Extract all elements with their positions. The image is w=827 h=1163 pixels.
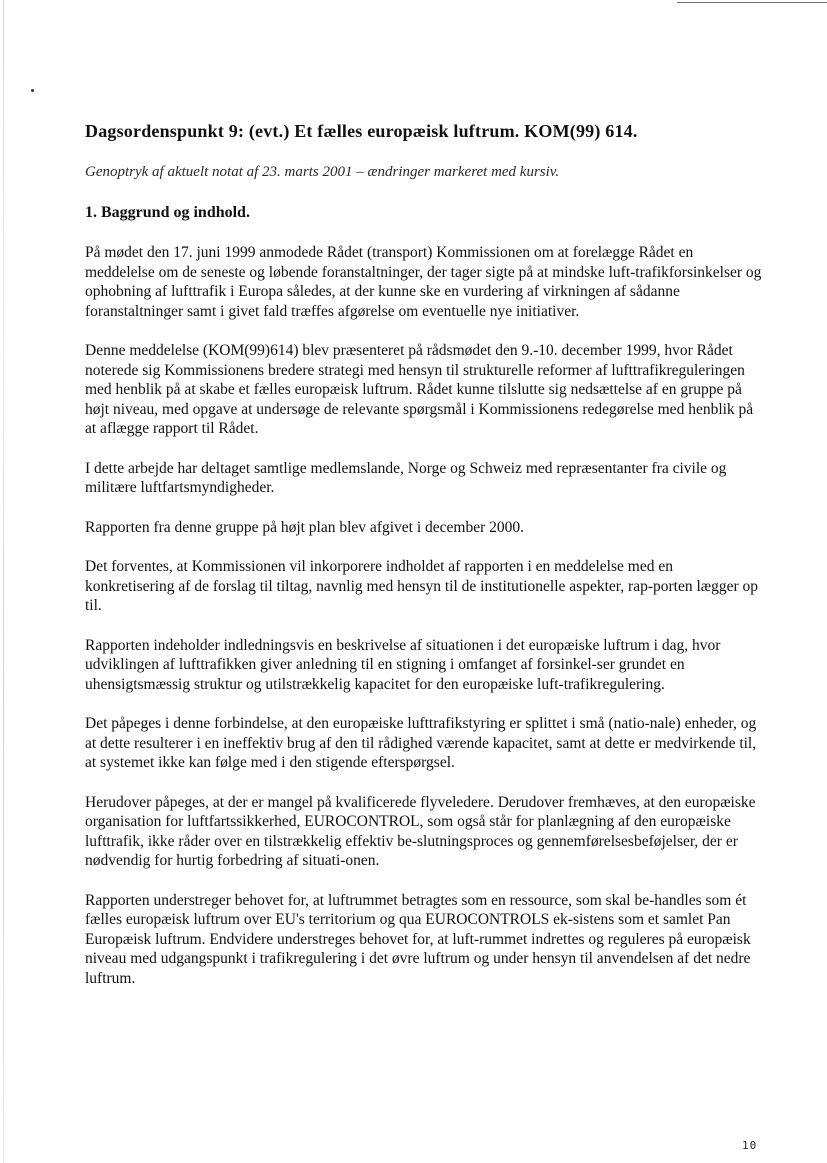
reprint-note: Genoptryk af aktuelt notat af 23. marts 2001 – ændringer markeret med kursiv.: [85, 164, 560, 180]
paragraph-8: Herudover påpeges, at der er mangel på kvalificerede flyveledere. Derudover fremhæves, at den europæiske organisation for luftfartssikkerhed, EUROCONTROL, som også står for planlægning af den europæiske lufttrafik, ikke råder over en tilstrækkelig effektiv be-slutningsproces og gennemførelsesbeføjelser, der er nødvendig for hurtig forbedring af situati-onen.: [85, 793, 756, 869]
paragraph-4: Rapporten fra denne gruppe på højt plan blev afgivet i december 2000.: [85, 518, 525, 536]
paragraph-9: Rapporten understreger behovet for, at luftrummet betragtes som en ressource, som skal be-handles som ét fælles europæisk luftrum over EU's territorium og qua EUROCONTROLS ek-sistens som et samlet Pan Europæisk luftrum. Endvidere understreges behovet for, at luft-rummet indrettes og reguleres på europæisk niveau med udgangspunkt i trafikregulering i det øvre luftrum og under hensyn til anvendelsen af det nedre luftrum.: [85, 891, 751, 987]
paragraph-7: Det påpeges i denne forbindelse, at den europæiske lufttrafikstyring er splittet i små (natio-nale) enheder, og at dette resulterer i en ineffektiv brug af den til rådighed værende kapacitet, samt at dette er medvirkende til, at systemet ikke kan følge med i den stigende efterspørgsel.: [85, 715, 757, 771]
paragraph-1: På mødet den 17. juni 1999 anmodede Rådet (transport) Kommissionen om at forelægge Rådet en meddelelse om de seneste og løbende foranstaltninger, der tager sigte på at mindske luft-trafikforsinkelser og ophobning af lufttrafik i Europa således, at der kunne ske en vurdering af virkningen af sådanne foranstaltninger samt i givet fald træffes afgørelse om eventuelle nye initiativer.: [85, 244, 762, 320]
scan-left-edge: [3, 0, 4, 1163]
section-heading: 1. Baggrund og indhold.: [85, 204, 250, 221]
paragraph-2: Denne meddelelse (KOM(99)614) blev præsenteret på rådsmødet den 9.-10. december 1999, hvor Rådet noterede sig Kommissionens bredere strategi med hensyn til strukturelle reformer af lufttrafikreguleringen med henblik på at skabe et fælles europæisk luftrum. Rådet kunne tilslutte sig nedsættelse af en gruppe på højt niveau, med opgave at undersøge de relevante spørgsmål i Kommissionens redegørelse med henblik på at aflægge rapport til Rådet.: [85, 342, 754, 437]
scan-top-edge: [677, 2, 827, 3]
agenda-item-title: Dagsordenspunkt 9: (evt.) Et fælles europæisk luftrum. KOM(99) 614.: [85, 121, 638, 141]
paragraph-6: Rapporten indeholder indledningsvis en beskrivelse af situationen i det europæiske luftrum i dag, hvor udviklingen af lufttrafikken giver anledning til en stigning i omfanget af forsinkel-ser grundet en uhensigtsmæssig struktur og utilstrækkelig kapacitet for den europæiske luft-trafikregulering.: [85, 636, 721, 693]
paragraph-3: I dette arbejde har deltaget samtlige medlemslande, Norge og Schweiz med repræsentanter fra civile og militære luftfartsmyndigheder.: [85, 459, 727, 496]
document-body: [85, 120, 765, 988]
scan-speck: [31, 89, 34, 92]
paragraph-5: Det forventes, at Kommissionen vil inkorporere indholdet af rapporten i en meddelelse med en konkretisering af de forslag til tiltag, navnlig med hensyn til de institutionelle aspekter, rap-porten lægger op til.: [85, 558, 759, 614]
page-number: 10: [742, 1139, 758, 1152]
